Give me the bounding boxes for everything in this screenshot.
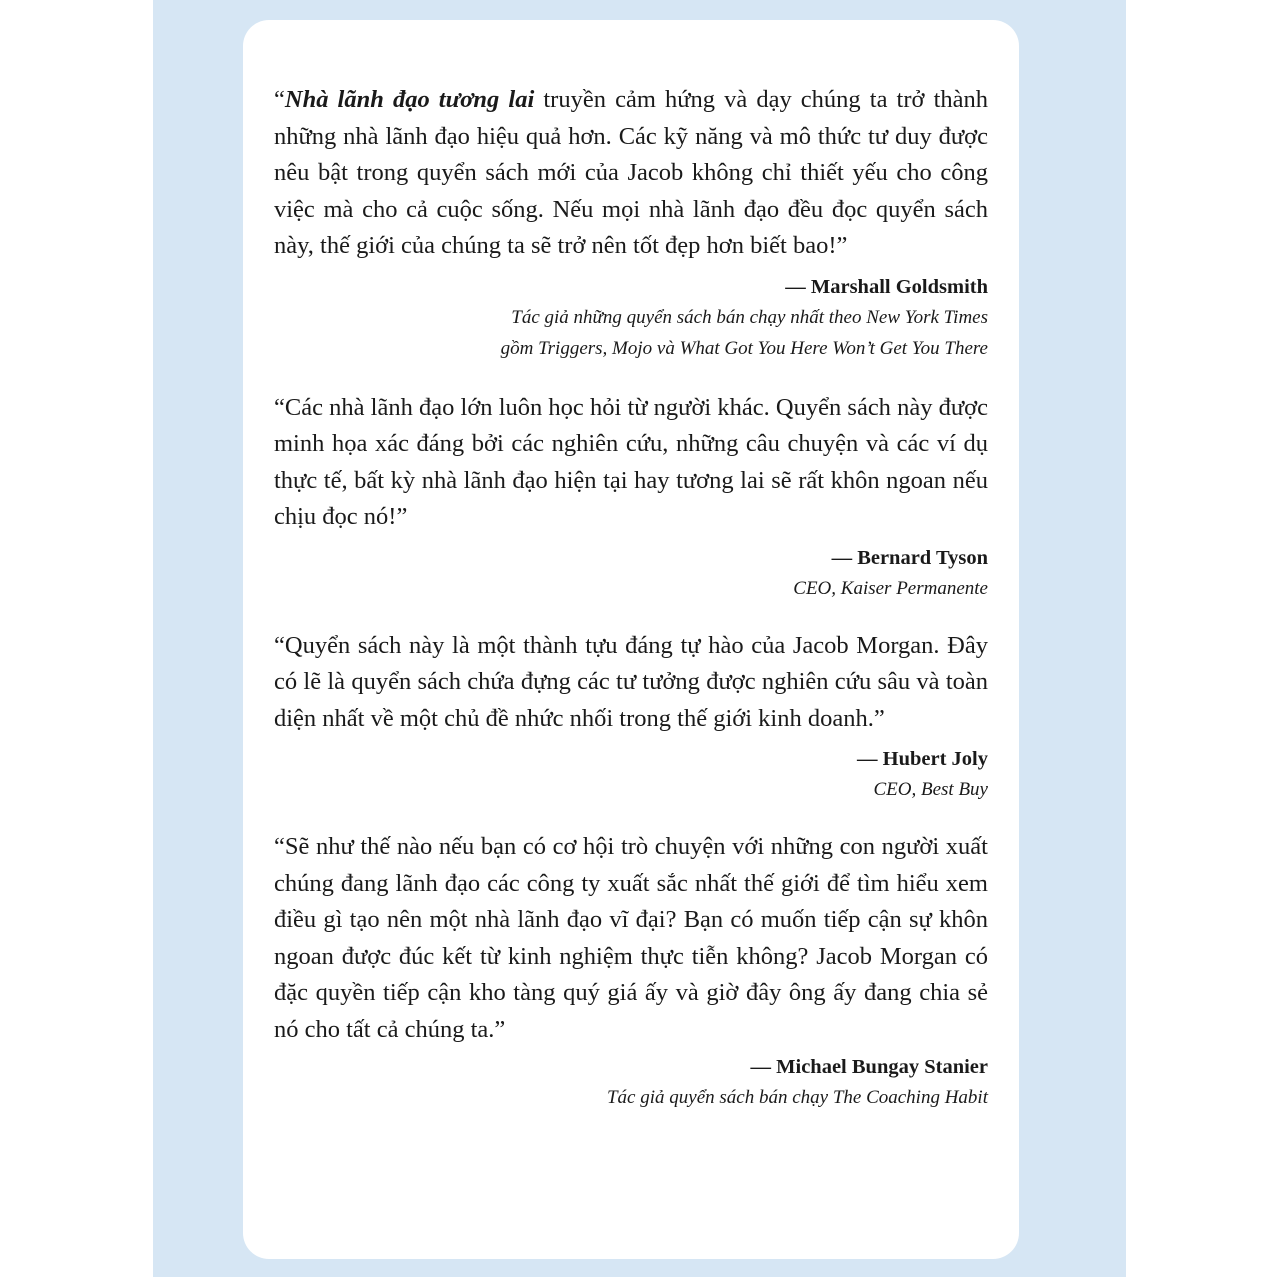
testimonial-joly bbox=[274, 628, 988, 806]
testimonial-attribution bbox=[274, 744, 988, 805]
testimonial-goldsmith bbox=[274, 82, 988, 364]
testimonials bbox=[274, 82, 988, 1113]
author-name: — Bernard Tyson bbox=[831, 546, 988, 569]
testimonial-quote: “Nhà lãnh đạo tương lai truyền cảm hứng và dạy chúng ta trở thành những nhà lãnh đạo hiệu quả hơn. Các kỹ năng và mô thức tư duy được nêu bật trong quyển sách mới của Jacob không chỉ thiết yếu cho công việc mà cho cả cuộc sống. Nếu mọi nhà lãnh đạo đều đọc quyển sách này, thế giới của chúng ta sẽ trở nên tốt đẹp hơn biết bao!” bbox=[274, 86, 988, 259]
book-title-emphasis: Nhà lãnh đạo tương lai bbox=[284, 86, 535, 113]
author-name: — Hubert Joly bbox=[857, 748, 988, 770]
testimonial-attribution bbox=[274, 543, 988, 604]
author-role: Tác giả quyển sách bán chạy The Coaching Habit bbox=[606, 1087, 988, 1108]
testimonial-quote: “Các nhà lãnh đạo lớn luôn học hỏi từ người khác. Quyển sách này được minh họa xác đáng bởi các nghiên cứu, những câu chuyện và các ví dụ thực tế, bất kỳ nhà lãnh đạo hiện tại hay tương lai sẽ rất khôn ngoan nếu chịu đọc nó!” bbox=[274, 393, 988, 530]
testimonial-quote: “Quyển sách này là một thành tựu đáng tự hào của Jacob Morgan. Đây có lẽ là quyển sách chứa đựng các tư tưởng được nghiên cứu sâu và toàn diện nhất về một chủ đề nhức nhối trong thế giới kinh doanh.” bbox=[274, 631, 988, 732]
testimonial-tyson bbox=[274, 390, 988, 604]
author-role: Tác giả những quyển sách bán chạy nhất theo New York Times bbox=[511, 306, 988, 328]
author-name: — Marshall Goldsmith bbox=[785, 275, 988, 298]
testimonial-attribution bbox=[274, 1052, 988, 1113]
testimonial-attribution bbox=[274, 272, 988, 364]
testimonial-quote: “Sẽ như thế nào nếu bạn có cơ hội trò chuyện với những con người xuất chúng đang lãnh đạo các công ty xuất sắc nhất thế giới để tìm hiểu xem điều gì tạo nên một nhà lãnh đạo vĩ đại? Bạn có muốn tiếp cận sự khôn ngoan được đúc kết từ kinh nghiệm thực tiễn không? Jacob Morgan có đặc quyền tiếp cận kho tàng quý giá ấy và giờ đây ông ấy đang chia sẻ nó cho tất cả chúng ta.” bbox=[274, 833, 988, 1043]
author-role-continued: gồm Triggers, Mojo và What Got You Here Won’t Get You There bbox=[500, 337, 988, 359]
author-name: — Michael Bungay Stanier bbox=[750, 1056, 988, 1078]
author-role: CEO, Kaiser Permanente bbox=[793, 577, 988, 599]
author-role: CEO, Best Buy bbox=[873, 779, 988, 800]
testimonial-stanier bbox=[274, 829, 988, 1113]
